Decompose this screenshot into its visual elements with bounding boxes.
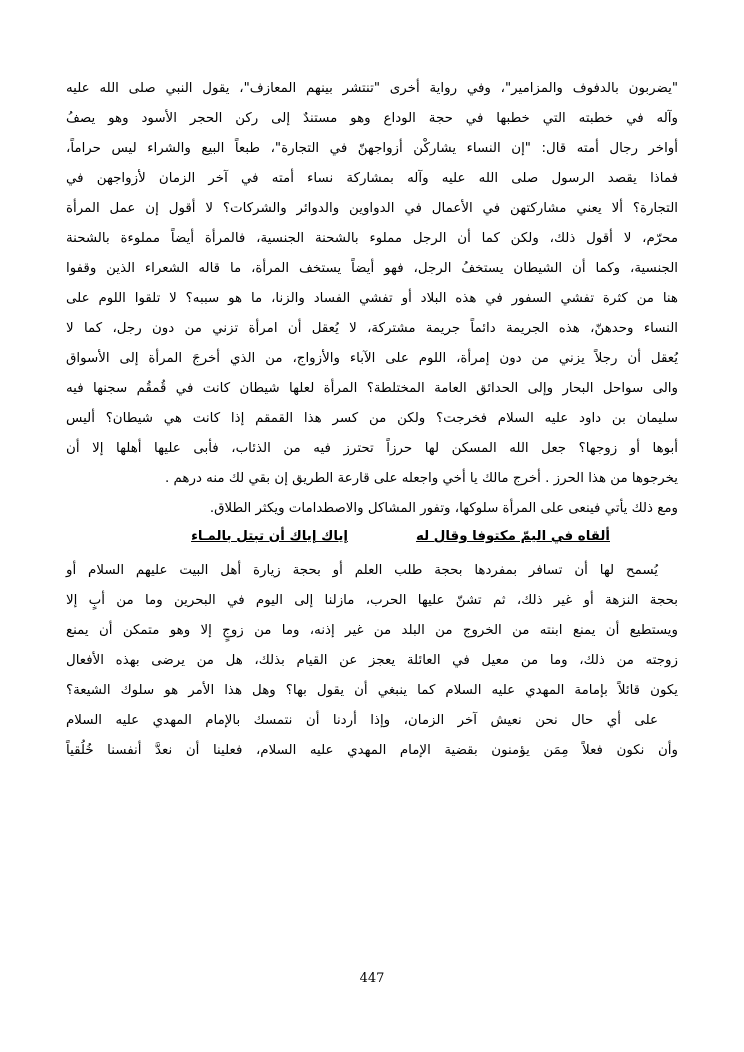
paragraph-1-line: يُعقل أن رجلاً يزني من دون إمرأة، اللوم على الآباء والأزواج، من الذي أخرجَ المرأة إلى الأسواق <box>66 351 678 366</box>
paragraph-2: ومع ذلك يأتي فينعى على المرأة سلوكها، وتفور المشاكل والاصطدامات ويكثر الطلاق. <box>209 501 678 516</box>
paragraph-1-line: وآله في خطبته التي خطبها في حجة الوداع وهو مستندٌ إلى ركن الحجر الأسود وهو يصفُ <box>66 111 678 126</box>
paragraph-1-line: والى سواحل البحار وإلى الحدائق العامة المختلطة؟ المرأة لعلها شيطان كانت في قُمقُم سجنها فيه <box>66 381 678 396</box>
paragraph-1-line: الجنسية، وكما أن الشيطان يستخفُ الرجل، فهو أيضاً يستخف المرأة، ما قاله الشعراء الذين وقفوا <box>66 261 678 276</box>
paragraph-1-line: هنا من كثرة تفشي السفور في هذه البلاد أو تفشي الفساد والزنا، ما هو سببه؟ لا تلقوا اللوم على <box>66 291 678 306</box>
paragraph-1-line: يخرجوها من هذا الحرز . أخرج مالك يا أخي واجعله على قارعة الطريق إن بقي لك منه درهم . <box>165 471 678 486</box>
paragraph-4-line: على أي حال نحن نعيش آخر الزمان، وإذا أردنا أن نتمسك بالإمام المهدي عليه السلام <box>66 713 658 728</box>
paragraph-3-line: يكون قائلاً بإمامة المهدي عليه السلام كما ينبغي أن يقول بها؟ وهل هذا الأمر هو سلوك الشيعة؟ <box>66 683 678 698</box>
verse-heading-part-1: ألقاه في اليمّ مكتوفا وقال له <box>415 529 610 544</box>
paragraph-3-line: ويستطيع أن يمنع ابنته من الخروج من البلد من غير إذنه، وما من زوجٍ إلا وهو متمكن أن يمنع <box>66 623 678 638</box>
paragraph-1-line: فماذا يقصد الرسول صلى الله عليه وآله بمشاركة نساء أمته في آخر الزمان لأزواجهن في <box>66 171 678 186</box>
paragraph-1-line: "يضربون بالدفوف والمزامير"، وفي رواية أخرى "تنتشر بينهم المعازف"، يقول النبي صلى الله عليه <box>66 81 678 96</box>
paragraph-1-line: محرّم، لا أقول ذلك، ولكن كما أن الرجل مملوء بالشحنة الجنسية، فالمرأة أيضاً مملوءة بالشحنة <box>66 231 678 246</box>
paragraph-1-line: أواخر رجال أمته قال: "إن النساء يشاركْن أزواجهنّ في التجارة"، طبعاً البيع والشراء ليس حراماً، <box>66 141 678 156</box>
paragraph-3-line: بحجة النزهة أو غير ذلك، ثم تشنّ عليها الحرب، مازلنا إلى اليوم في البحرين وما من أبٍ إلا <box>66 593 678 608</box>
paragraph-3-line: زوجته من ذلك، وما من معيل في العائلة يعجز عن القيام بذلك، هل من يرضى بهذه الأفعال <box>66 653 678 668</box>
paragraph-1-line: سليمان بن داود عليه السلام فخرجت؟ ولكن من كسر هذا القمقم إذا كانت هي شيطان؟ أليس <box>66 411 678 426</box>
paragraph-3-line: يُسمح لها أن تسافر بمفردها بحجة طلب العلم أو بحجة زيارة أهل البيت عليهم السلام أو <box>66 563 658 578</box>
paragraph-1-line: التجارة؟ ألا يعني مشاركتهن في الأعمال في الدواوين والدوائر والشركات؟ لا أقول إن عمل المرأة <box>66 201 678 216</box>
verse-heading <box>66 522 678 552</box>
paragraph-1-line: النساء وحدهنّ، هذه الجريمة دائماً جريمة مشتركة، لا يُعقل أن امرأة تزني من دون رجل، كما لا <box>66 321 678 336</box>
page-number: 447 <box>359 971 385 986</box>
verse-heading-part-2: إياك إياك أن تبتل بالمـاء <box>191 529 348 544</box>
page-body <box>66 74 678 974</box>
paragraph-1-line: أبوها أو زوجها؟ جعل الله المسكن لها حرزاً تحترز فيه من الذئاب، فأبى عليها أهلها إلا أن <box>66 441 678 456</box>
paragraph-4-line: وأن نكون فعلاً مِمَن يؤمنون بقضية الإمام المهدي عليه السلام، فعلينا أن نعدَّ أنفسنا خُلُقياً <box>66 743 678 758</box>
